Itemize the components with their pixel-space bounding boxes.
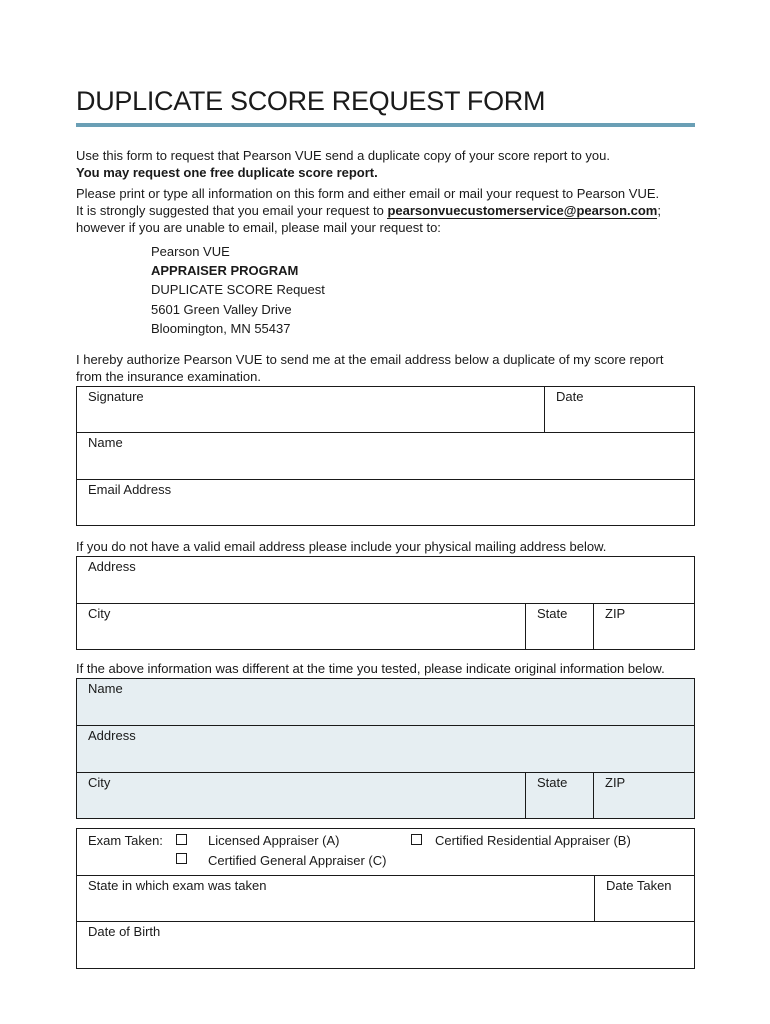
intro-line-4-end: ; bbox=[657, 203, 661, 218]
zip-label: ZIP bbox=[605, 606, 626, 621]
date-taken-label: Date Taken bbox=[606, 878, 672, 893]
state-field[interactable] bbox=[525, 603, 594, 650]
email-link[interactable]: pearsonvuecustomerservice@pearson.com bbox=[387, 203, 658, 218]
exam-taken-label: Exam Taken: bbox=[88, 833, 163, 848]
option-b-checkbox[interactable] bbox=[411, 834, 422, 845]
original-name-label: Name bbox=[88, 681, 123, 696]
date-taken-field[interactable] bbox=[594, 875, 695, 922]
email-address-field[interactable] bbox=[76, 479, 695, 526]
signature-label: Signature bbox=[88, 389, 144, 404]
intro-line-1: Use this form to request that Pearson VUE send a duplicate copy of your score report to you. bbox=[76, 148, 610, 163]
authorization-line-2: from the insurance examination. bbox=[76, 369, 261, 384]
mailing-line-5: Bloomington, MN 55437 bbox=[151, 321, 291, 336]
date-field[interactable] bbox=[544, 386, 695, 433]
zip-field[interactable] bbox=[593, 603, 695, 650]
city-label: City bbox=[88, 606, 111, 621]
option-c-label: Certified General Appraiser (C) bbox=[208, 853, 387, 868]
original-state-field[interactable] bbox=[525, 772, 594, 819]
name-field[interactable] bbox=[76, 432, 695, 480]
original-city-label: City bbox=[88, 775, 111, 790]
mailing-line-1: Pearson VUE bbox=[151, 244, 230, 259]
date-of-birth-field[interactable] bbox=[76, 921, 695, 969]
authorization-line-1: I hereby authorize Pearson VUE to send me at the email address below a duplicate of my score report bbox=[76, 352, 664, 367]
option-a-label: Licensed Appraiser (A) bbox=[208, 833, 340, 848]
state-label: State bbox=[537, 606, 568, 621]
original-address-field[interactable] bbox=[76, 725, 695, 773]
title-divider bbox=[76, 123, 695, 127]
option-b-label: Certified Residential Appraiser (B) bbox=[435, 833, 631, 848]
page-title: DUPLICATE SCORE REQUEST FORM bbox=[76, 86, 546, 116]
intro-line-4-text: It is strongly suggested that you email your request to bbox=[76, 203, 388, 218]
address-field[interactable] bbox=[76, 556, 695, 604]
mailing-line-4: 5601 Green Valley Drive bbox=[151, 302, 292, 317]
intro-line-4 bbox=[76, 203, 661, 219]
original-city-field[interactable] bbox=[76, 772, 526, 819]
original-state-label: State bbox=[537, 775, 568, 790]
date-of-birth-label: Date of Birth bbox=[88, 924, 161, 939]
physical-address-intro: If you do not have a valid email address please include your physical mailing address below. bbox=[76, 539, 607, 554]
mailing-line-3: DUPLICATE SCORE Request bbox=[151, 282, 325, 297]
name-label: Name bbox=[88, 435, 123, 450]
intro-bold-notice: You may request one free duplicate score report. bbox=[76, 165, 378, 180]
mailing-line-2: APPRAISER PROGRAM bbox=[151, 263, 299, 278]
intro-line-3: Please print or type all information on this form and either email or mail your request to Pearson VUE. bbox=[76, 186, 660, 201]
exam-state-field[interactable] bbox=[76, 875, 595, 922]
option-a-checkbox[interactable] bbox=[176, 834, 187, 845]
address-label: Address bbox=[88, 559, 136, 574]
date-label: Date bbox=[556, 389, 584, 404]
original-zip-field[interactable] bbox=[593, 772, 695, 819]
intro-line-5: however if you are unable to email, please mail your request to: bbox=[76, 220, 441, 235]
original-name-field[interactable] bbox=[76, 678, 695, 726]
exam-state-label: State in which exam was taken bbox=[88, 878, 267, 893]
original-zip-label: ZIP bbox=[605, 775, 626, 790]
original-address-label: Address bbox=[88, 728, 136, 743]
option-c-checkbox[interactable] bbox=[176, 853, 187, 864]
email-address-label: Email Address bbox=[88, 482, 172, 497]
original-info-intro: If the above information was different at the time you tested, please indicate original information below. bbox=[76, 661, 665, 676]
city-field[interactable] bbox=[76, 603, 526, 650]
signature-field[interactable] bbox=[76, 386, 545, 433]
